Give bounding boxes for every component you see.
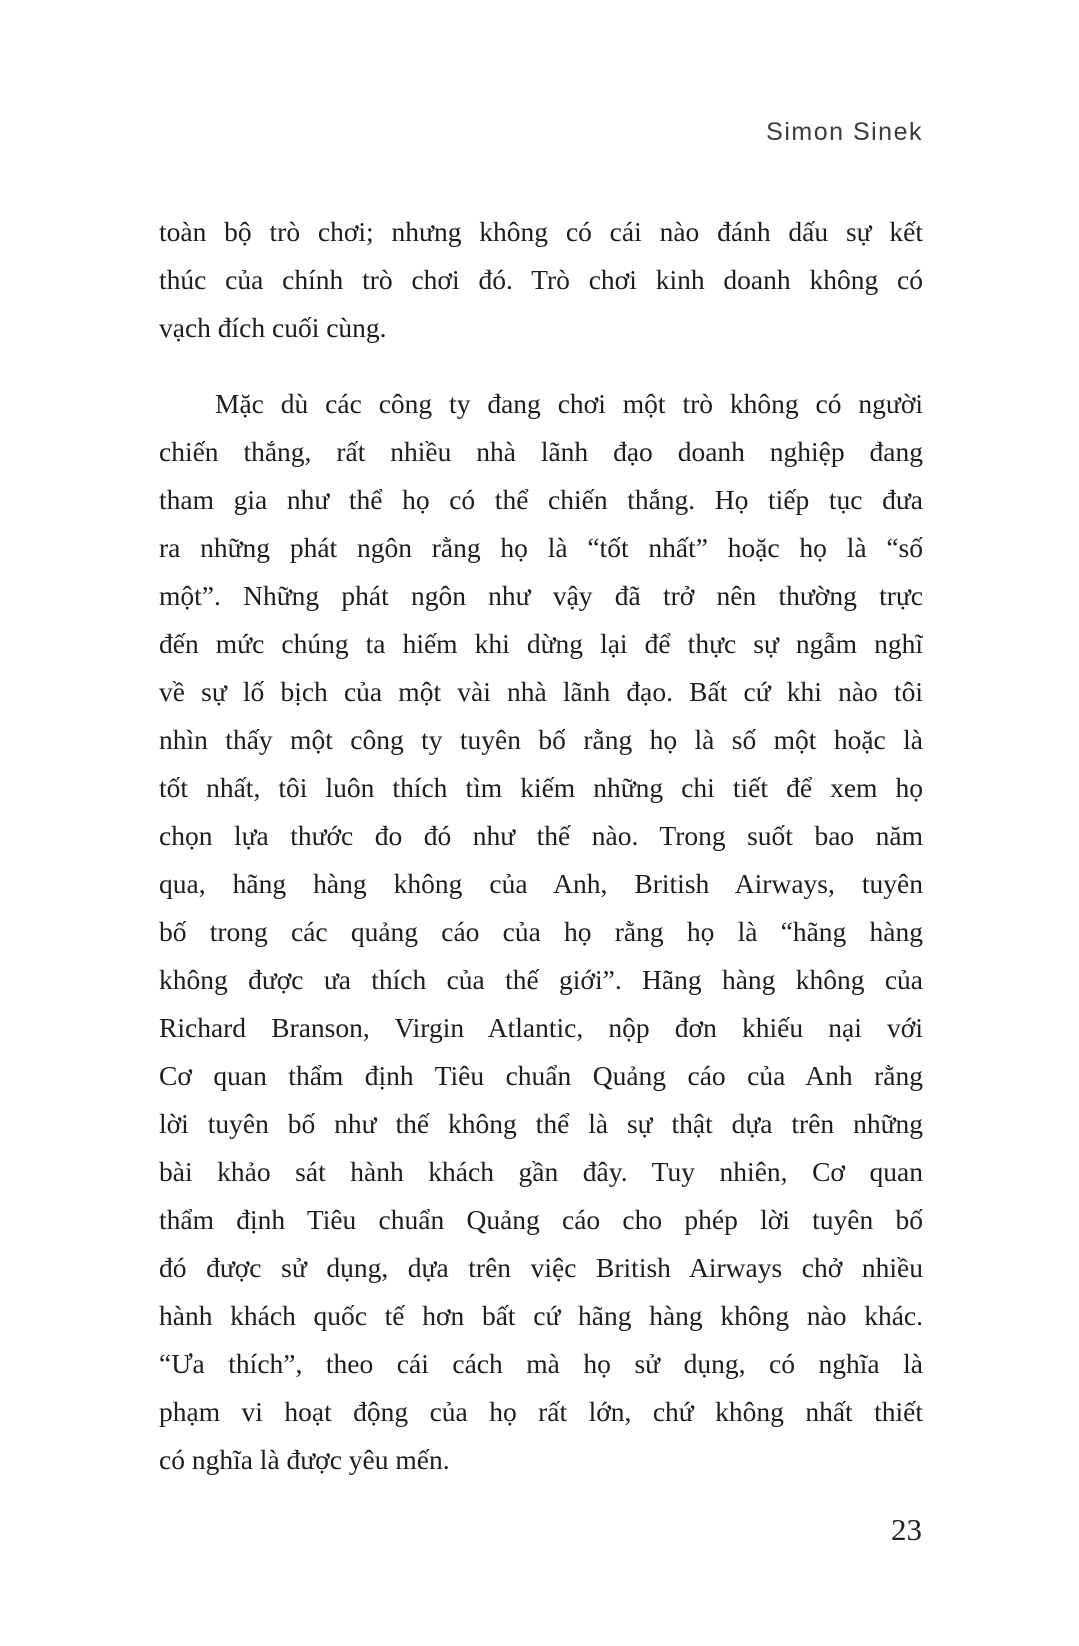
text-line: Cơ quan thẩm định Tiêu chuẩn Quảng cáo của Anh rằng <box>159 1060 923 1091</box>
text-line: phạm vi hoạt động của họ rất lớn, chứ không nhất thiết <box>159 1396 923 1427</box>
text-line: tốt nhất, tôi luôn thích tìm kiếm những chi tiết để xem họ <box>159 772 923 803</box>
paragraph <box>159 380 923 1484</box>
text-line: ra những phát ngôn rằng họ là “tốt nhất” hoặc họ là “số <box>159 532 923 563</box>
text-line: bố trong các quảng cáo của họ rằng họ là “hãng hàng <box>159 916 923 947</box>
text-line: tham gia như thể họ có thể chiến thắng. Họ tiếp tục đưa <box>159 484 923 515</box>
text-line: lời tuyên bố như thế không thể là sự thật dựa trên những <box>159 1108 923 1139</box>
text-line: “Ưa thích”, theo cái cách mà họ sử dụng, có nghĩa là <box>159 1348 923 1379</box>
text-line: toàn bộ trò chơi; nhưng không có cái nào đánh dấu sự kết <box>159 216 923 247</box>
text-line: đến mức chúng ta hiếm khi dừng lại để thực sự ngẫm nghĩ <box>159 628 923 659</box>
page-number: 23 <box>891 1512 922 1547</box>
text-line: nhìn thấy một công ty tuyên bố rằng họ là số một hoặc là <box>159 724 923 755</box>
text-line: Richard Branson, Virgin Atlantic, nộp đơn khiếu nại với <box>159 1012 923 1043</box>
text-line: chọn lựa thước đo đó như thế nào. Trong suốt bao năm <box>159 820 923 851</box>
body-text <box>159 208 923 1484</box>
text-line: bài khảo sát hành khách gần đây. Tuy nhiên, Cơ quan <box>159 1156 923 1187</box>
running-header: Simon Sinek <box>766 118 923 146</box>
text-line: về sự lố bịch của một vài nhà lãnh đạo. Bất cứ khi nào tôi <box>159 676 923 707</box>
text-line: một”. Những phát ngôn như vậy đã trở nên thường trực <box>159 580 923 611</box>
text-line: chiến thắng, rất nhiều nhà lãnh đạo doanh nghiệp đang <box>159 436 923 467</box>
text-line: có nghĩa là được yêu mến. <box>159 1444 450 1475</box>
text-line: hành khách quốc tế hơn bất cứ hãng hàng không nào khác. <box>159 1300 923 1331</box>
text-line: Mặc dù các công ty đang chơi một trò không có người <box>215 388 923 419</box>
text-line: thẩm định Tiêu chuẩn Quảng cáo cho phép lời tuyên bố <box>159 1204 923 1235</box>
text-line: không được ưa thích của thế giới”. Hãng hàng không của <box>159 964 923 995</box>
text-line: thúc của chính trò chơi đó. Trò chơi kinh doanh không có <box>159 264 923 295</box>
paragraph <box>159 208 923 352</box>
text-line: qua, hãng hàng không của Anh, British Airways, tuyên <box>159 868 923 899</box>
text-line: đó được sử dụng, dựa trên việc British Airways chở nhiều <box>159 1252 923 1283</box>
text-line: vạch đích cuối cùng. <box>159 312 387 343</box>
